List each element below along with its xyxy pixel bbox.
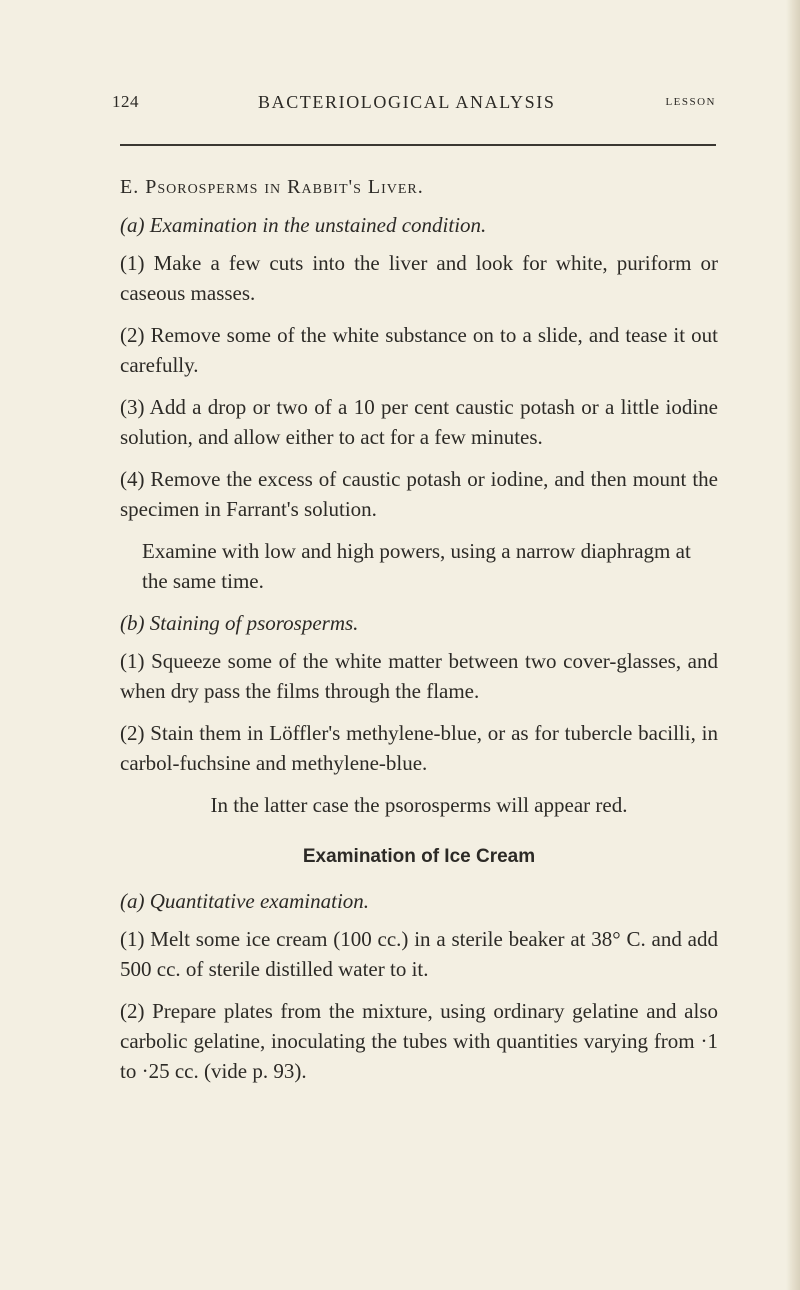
running-title: BACTERIOLOGICAL ANALYSIS: [258, 92, 556, 112]
closing-note: In the latter case the psorosperms will appear red.: [210, 793, 628, 817]
staining-step-2: (2) Stain them in Löffler's methylene-blue, or as for tubercle bacilli, in carbol-fuchsine and methylene-blue.: [120, 721, 718, 775]
subheading-label: (a): [120, 889, 145, 913]
page-edge-shadow: [786, 0, 800, 1290]
subheading-label: (b): [120, 611, 145, 635]
subheading-unstained: [120, 210, 718, 240]
step-4: (4) Remove the excess of caustic potash or iodine, and then mount the specimen in Farrant's solution.: [120, 467, 718, 521]
subheading-label: (a): [120, 213, 145, 237]
subheading-title: Examination in the unstained condition.: [149, 213, 487, 237]
staining-step-1: (1) Squeeze some of the white matter between two cover-glasses, and when dry pass the films through the flame.: [120, 649, 718, 703]
ice-cream-step-2: (2) Prepare plates from the mixture, using ordinary gelatine and also carbolic gelatine, inoculating the tubes with quantities varying from ·1 to ·25 cc. (vide p. 93).: [120, 999, 718, 1083]
ice-cream-step-1: (1) Melt some ice cream (100 cc.) in a sterile beaker at 38° C. and add 500 cc. of sterile distilled water to it.: [120, 927, 718, 981]
step-2: (2) Remove some of the white substance on to a slide, and tease it out carefully.: [120, 323, 718, 377]
header-rule: [120, 144, 716, 146]
running-head-lesson: LESSON: [665, 96, 716, 108]
subheading-title: Quantitative examination.: [149, 889, 370, 913]
section-heading-ice-cream: Examination of Ice Cream: [302, 846, 536, 867]
examine-note: Examine with low and high powers, using a narrow diaphragm at the same time.: [142, 539, 691, 593]
page-body: [120, 172, 718, 1098]
step-1: (1) Make a few cuts into the liver and look for white, puriform or caseous masses.: [120, 251, 718, 305]
subheading-title: Staining of psorosperms.: [149, 611, 359, 635]
section-heading-psorosperms: E. Psorosperms in Rabbit's Liver.: [120, 176, 424, 198]
step-3: (3) Add a drop or two of a 10 per cent caustic potash or a little iodine solution, and allow either to act for a few minutes.: [120, 395, 718, 449]
page-number: 124: [112, 92, 139, 111]
page-header: [112, 92, 716, 122]
subheading-staining: [120, 608, 718, 638]
subheading-quantitative: [120, 886, 718, 916]
